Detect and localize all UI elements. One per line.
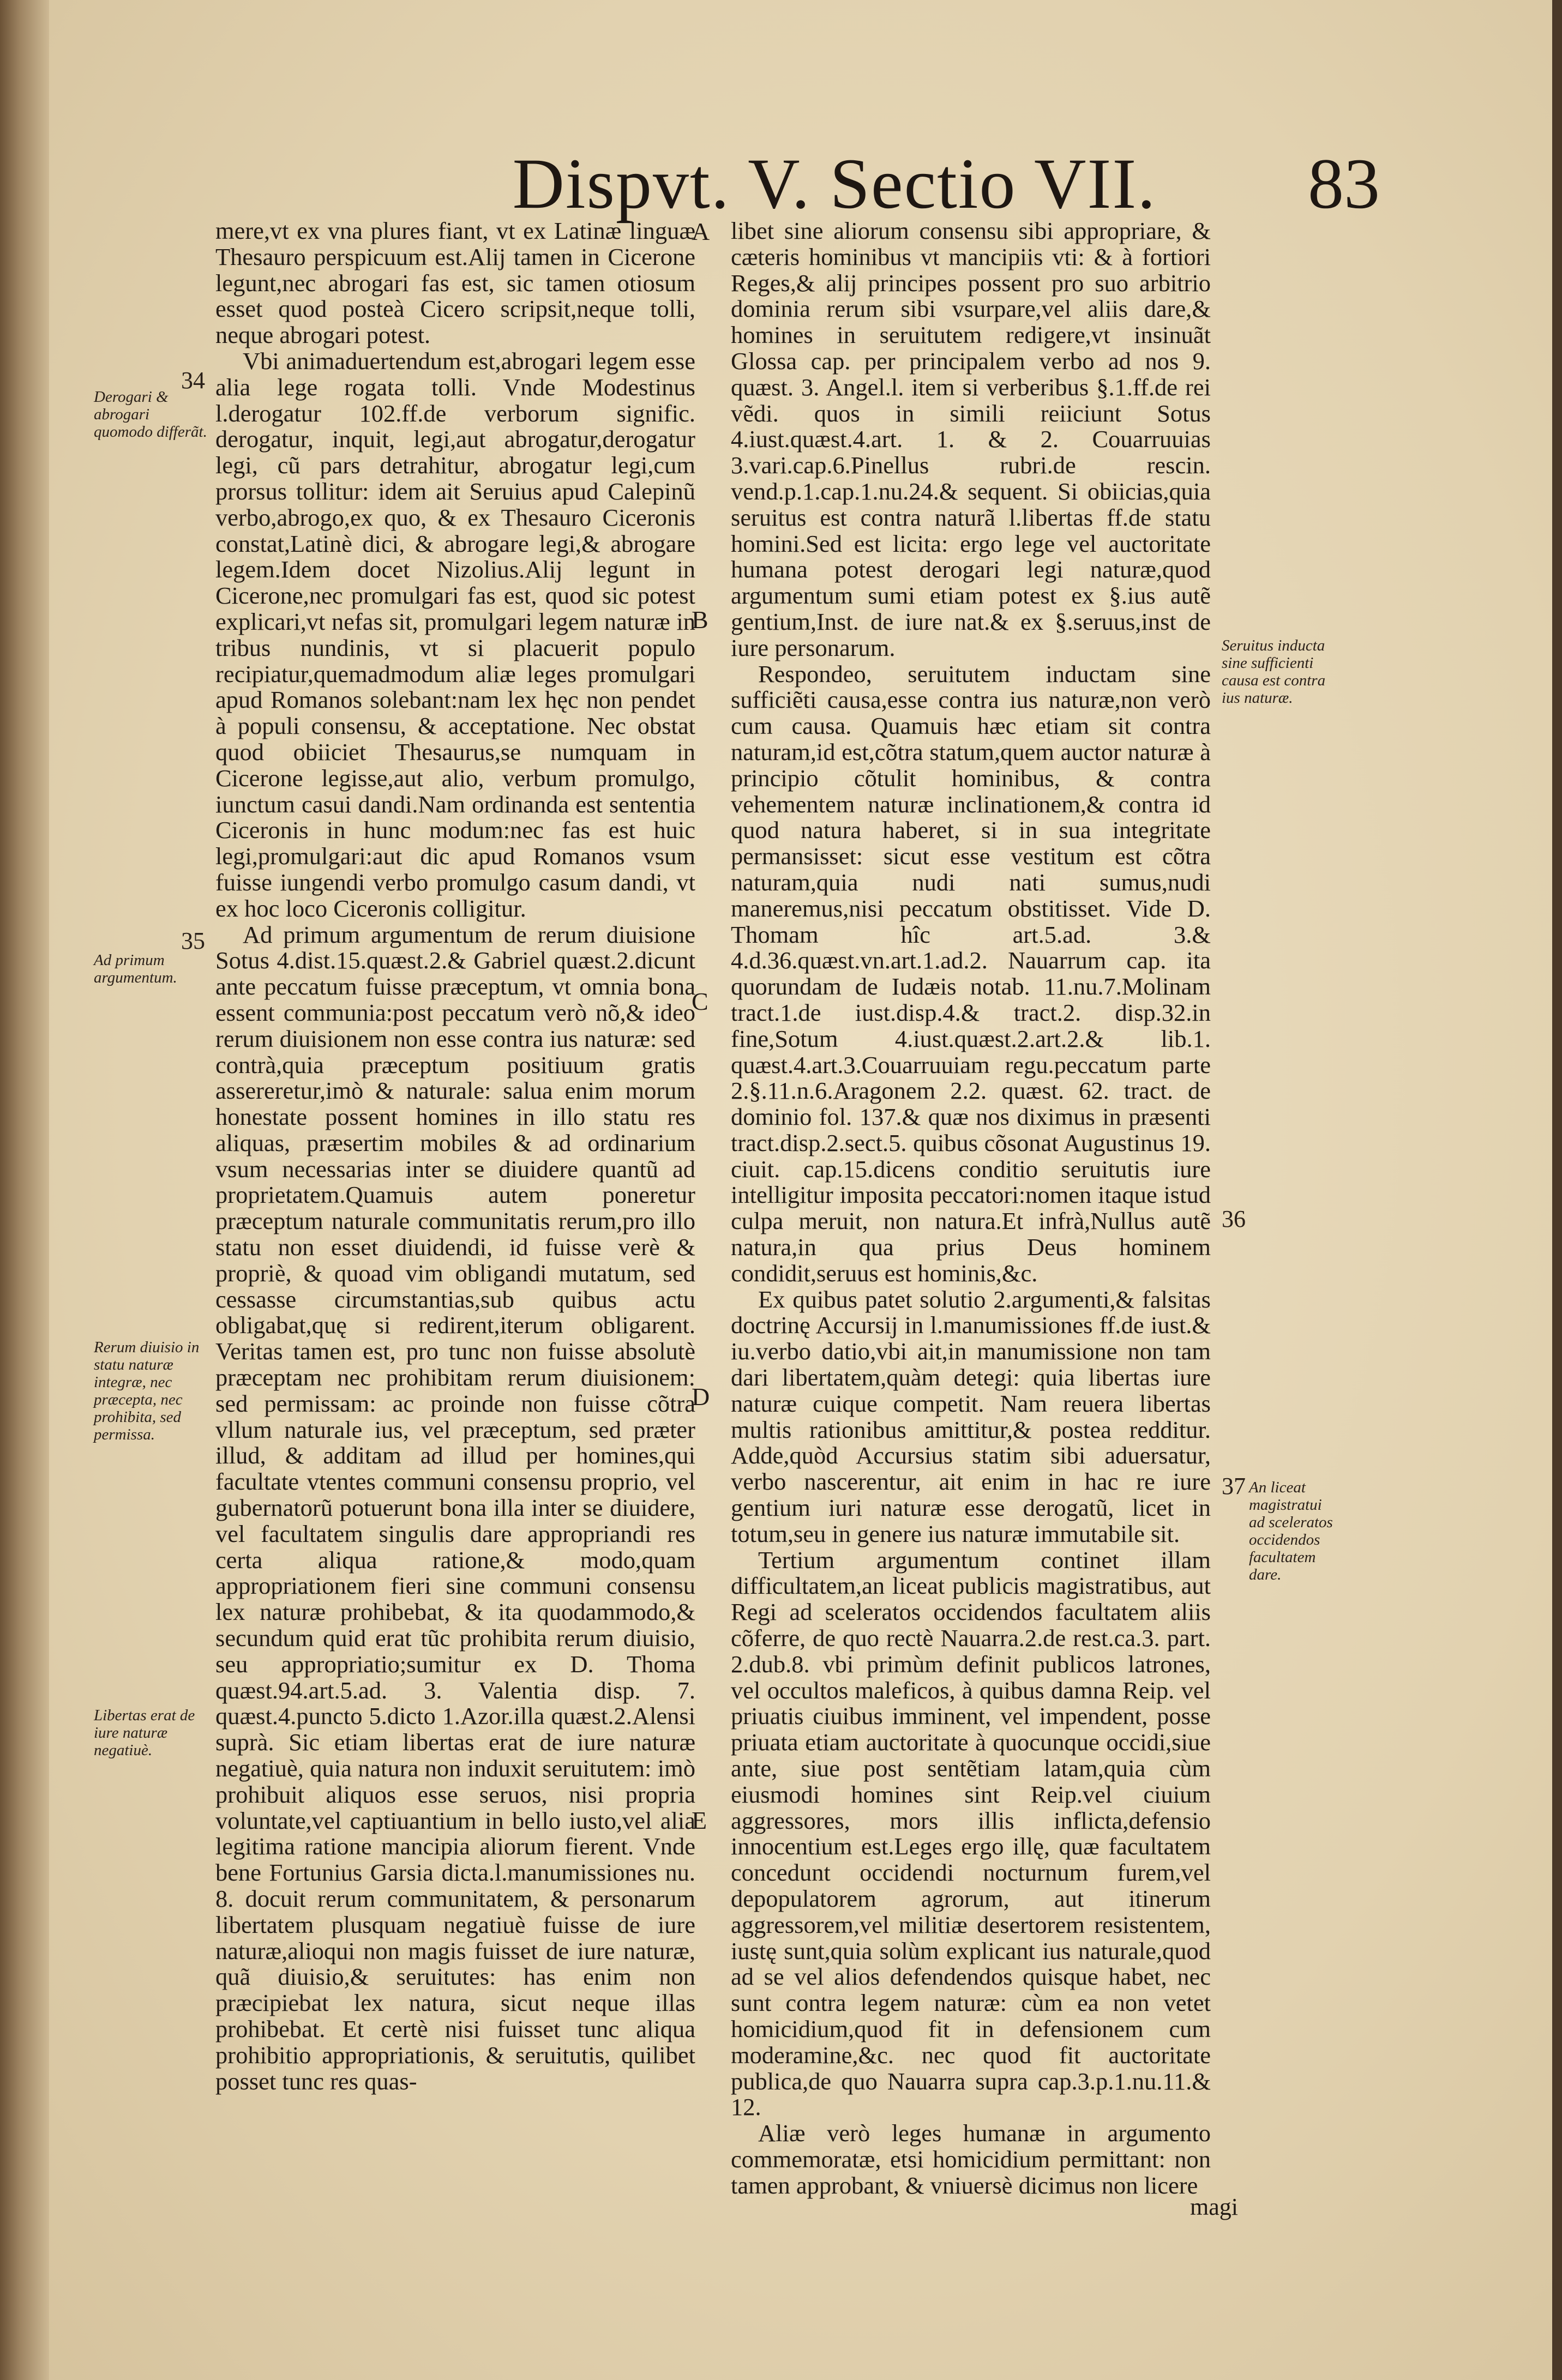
paragraph: Ex quibus patet solutio 2.argumenti,& falsitas doctrinę Accursij in l.manumissiones ff.de iust.& iu.verbo datio,vbi ait,in manumissione non tam dari libertatem,quàm detegi: quia libertas iure naturæ cuique competit. Nam reuera libertas multis rationibus amittitur,& postea redditur. Adde,quòd Accursius statim sibi aduersatur, verbo nascerentur, ait enim in hac re iure gentium iuri naturæ esse derogatũ, licet in totum,seu in genere ius naturæ immutabile sit. xyxy=(731,1285,1211,1547)
margin-note-ad-primum: Ad primum argumentum. xyxy=(94,951,177,986)
running-head: Dispvt. V. Sectio VII. xyxy=(512,143,1157,224)
right-column xyxy=(731,218,1211,2199)
paragraph: Respondeo, seruitutem inductam sine sufficiẽti causa,esse contra ius naturæ,non verò cum causa. Quamuis hæc etiam sit contra naturam,id est,cõtra statum,quem auctor naturæ à principio cõtulit hominibus, & contra vehementem naturæ inclinationem,& contra id quod natura haberet, si in sua integritate permansisset: sicut esse vestitum est cõtra naturam,quia nudi nati sumus,nudi maneremus,nisi peccatum obstitisset. Vide D. Thomam hîc art.5.ad. 3.& 4.d.36.quæst.vn.art.1.ad.2. Nauarrum cap. ita quorundam de Iudæis notab. 11.nu.7.Molinam tract.1.de iust.disp.4.& tract.2. disp.32.in fine,Sotum 4.iust.quæst.2.art.2.& lib.1. quæst.4.art.3.Couarruuiam regu.peccatum parte 2.§.11.n.6.Aragonem 2.2. quæst. 62. tract. de dominio fol. 137.& quæ nos diximus in præsenti tract.disp.2.sect.5. quibus cõsonat Augustinus 19. ciuit. cap.15.dicens conditio seruitutis iure intelligitur imposita peccatori:nomen itaque istud culpa meruit, non natura.Et infrà,Nullus autẽ natura,in qua prius Deus hominem condidit,seruus est hominis,&c. xyxy=(731,660,1211,1287)
paragraph-number-37: 37 xyxy=(1222,1473,1246,1499)
book-spine-shadow xyxy=(0,0,49,2380)
margin-note-seruitus: Seruitus inducta sine sufficienti causa est contra ius naturæ. xyxy=(1222,637,1326,707)
margin-note-libertas: Libertas erat de iure naturæ negatiuè. xyxy=(94,1707,195,1759)
margin-note-rerum-diuisio: Rerum diuisio in statu naturæ integræ, nec præcepta, nec prohibita, sed permissa. xyxy=(94,1339,200,1443)
paragraph: Ad primum argumentum de rerum diuisione Sotus 4.dist.15.quæst.2.& Gabriel quæst.2.dicunt ante peccatum fuisse præceptum, vt omnia bona essent communia:post peccatum verò nõ,& ideo rerum diuisionem non esse contra ius naturæ: sed contrà,quia præceptum positiuum gratis assereretur,imò & naturale: salua enim morum honestate possent homines in illo statu res aliquas, præsertim mobiles & ad ordinarium vsum necessarias inter se diuidere quantũ ad proprietatem.Quamuis autem poneretur præceptum naturale communitatis rerum,pro illo statu non esset diuidendi, id fuisse verè & propriè, & quoad vim obligandi mutatum, sed cessasse circumstantias,sub quibus actu obligabat,quę si redirent,iterum obligarent. Veritas tamen est, pro tunc non fuisse absolutè præceptam nec prohibitam rerum diuisionem: sed permissam: ac proinde non fuisse cõtra vllum naturale ius, vel præceptum, sed præter illud, & additam ad illud per homines,qui facultate vtentes communi consensu proprio, vel gubernatorũ potuerunt bona illa inter se diuidere, vel facultatem singulis dare appropriandi res certa aliqua ratione,& modo,quam appropriationem fieri sine communi consensu lex naturæ prohibebat, & ita quodammodo,& secundum quid erat tũc prohibita rerum diuisio, seu appropriatio;sumitur ex D. Thoma quæst.94.art.5.ad. 3. Valentia disp. 7. quæst.4.puncto 5.dicto 1.Azor.illa quæst.2.Alensi suprà. Sic etiam libertas erat de iure naturæ negatiuè, quia natura non induxit seruitutem: imò prohibuit aliquos esse seruos, nisi propria voluntate,vel captiuantium in bello iusto,vel alia legitima ratione mancipia aliorum fierent. Vnde bene Fortunius Garsia dicta.l.manumissiones nu. 8. docuit rerum communitatem, & personarum libertatem plusquam negatiuè fuisse de iure naturæ,alioqui non magis fuisset de iure naturæ, quã diuisio,& seruitutes: has enim non præcipiebat lex natura, sicut neque illas prohibebat. Et certè nisi fuisset tunc aliqua prohibitio appropriationis, & seruitutis, quilibet posset tunc res quas- xyxy=(215,920,695,2095)
paragraph-number-34: 34 xyxy=(181,367,205,394)
margin-note-derogari: Derogari & abrogari quomodo differãt. xyxy=(94,388,207,441)
paragraph-number-36: 36 xyxy=(1222,1206,1246,1232)
paragraph: Aliæ verò leges humanæ in argumento commemoratæ, etsi homicidium permittant: non tamen approbant, & vniuersè dicimus non licere xyxy=(731,2119,1211,2199)
paragraph: Tertium argumentum continet illam difficultatem,an liceat publicis magistratibus, aut Regi ad sceleratos occidendos facultatem aliis cõferre, de quo rectè Nauarra.2.de rest.ca.3. part. 2.dub.8. vbi primùm definit publicos latrones, vel occultos maleficos, à quibus damna Reip. vel priuatis ciuibus imminent, vel impendent, posse priuata etiam auctoritate à quocunque occidi,siue ante, siue post sentẽtiam latam,quia cùm eiusmodi homines sint Reip.vel ciuium aggressores, mors illis inflicta,defensio innocentium est.Leges ergo illę, quæ facultatem concedunt occidendi nocturnum furem,vel depopulatorem agrorum, aut itinerum aggressorem,vel militiæ desertorem resistentem, iustę sunt,quia solùm explicant ius naturale,quod ad se vel alios defendendos quisque habet, nec sunt contra legem naturæ: cùm ea non vetet homicidium,quod fit in defensionem cum moderamine,&c. nec quod fit auctoritate publica,de quo Nauarra supra cap.3.p.1.nu.11.& 12. xyxy=(731,1546,1211,2121)
section-letter-e: E xyxy=(692,1806,707,1834)
catchword: magi xyxy=(1190,2194,1238,2220)
section-letter-d: D xyxy=(692,1383,710,1411)
paragraph: Vbi animaduertendum est,abrogari legem esse alia lege rogata tolli. Vnde Modestinus l.derogatur 102.ff.de verborum signific. derogatur, inquit, legi,aut abrogatur,derogatur legi, cũ pars detrahitur, abrogatur legi,cum prorsus tollitur: idem ait Seruius apud Calepinũ verbo,abrogo,ex quo, & ex Thesauro Ciceronis constat,Latinè dici, & abrogare legi,& abrogare legem.Idem docet Nizolius.Alij legunt in Cicerone,nec promulgari fas est, quod sic potest explicari,vt nefas sit, promulgari legem naturæ in tribus nundinis, vt si placuerit populo recipiatur,quemadmodum aliæ leges promulgari apud Romanos solebant:nam lex hęc non pendet à populi consensu, & acceptatione. Nec obstat quod obiiciet Thesaurus,se numquam in Cicerone legisse,aut alio, verbum promulgo, iunctum casui dandi.Nam ordinanda est sententia Ciceronis in hunc modum:nec fas est huic legi,promulgari:aut dic apud Romanos vsum fuisse iungendi verbo promulgo casum dandi, vt ex hoc loco Ciceronis colligitur. xyxy=(215,347,695,922)
paragraph: mere,vt ex vna plures fiant, vt ex Latinæ linguæ Thesauro perspicuum est.Alij tamen in Cicerone legunt,nec abrogari fas est, sic tamen otiosum esset quod posteà Cicero scripsit,neque tolli, neque abrogari potest. xyxy=(215,217,695,349)
section-letter-b: B xyxy=(692,606,708,634)
paragraph-number-35: 35 xyxy=(181,927,205,954)
section-letter-a: A xyxy=(692,218,710,245)
page-number: 83 xyxy=(1308,143,1380,224)
paragraph: libet sine aliorum consensu sibi appropriare, & cæteris hominibus vt mancipiis vti: & à fortiori Reges,& alij principes possent pro suo arbitrio dominia rerum sibi vsurpare,vel aliis dare,& homines in seruitutem redigere,vt insinuãt Glossa cap. per principalem verbo ad nos 9. quæst. 3. Angel.l. item si verberibus §.1.ff.de rei vẽdi. quos in simili reiiciunt Sotus 4.iust.quæst.4.art. 1. & 2. Couarruuias 3.vari.cap.6.Pinellus rubri.de rescin. vend.p.1.cap.1.nu.24.& sequent. Si obiicias,quia seruitus est contra naturã l.libertas ff.de statu homini.Sed est licita: ergo lege vel auctoritate humana potest derogari legi naturæ,quod argumentum sumi etiam potest ex §.ius autẽ gentium,Inst. de iure nat.& ex §.seruus,inst de iure personarum. xyxy=(731,217,1211,661)
page-edge xyxy=(1552,0,1562,2380)
margin-note-an-liceat: An liceat magistratui ad sceleratos occidendos facultatem dare. xyxy=(1249,1479,1333,1583)
section-letter-c: C xyxy=(692,987,708,1015)
left-column xyxy=(215,218,695,2094)
